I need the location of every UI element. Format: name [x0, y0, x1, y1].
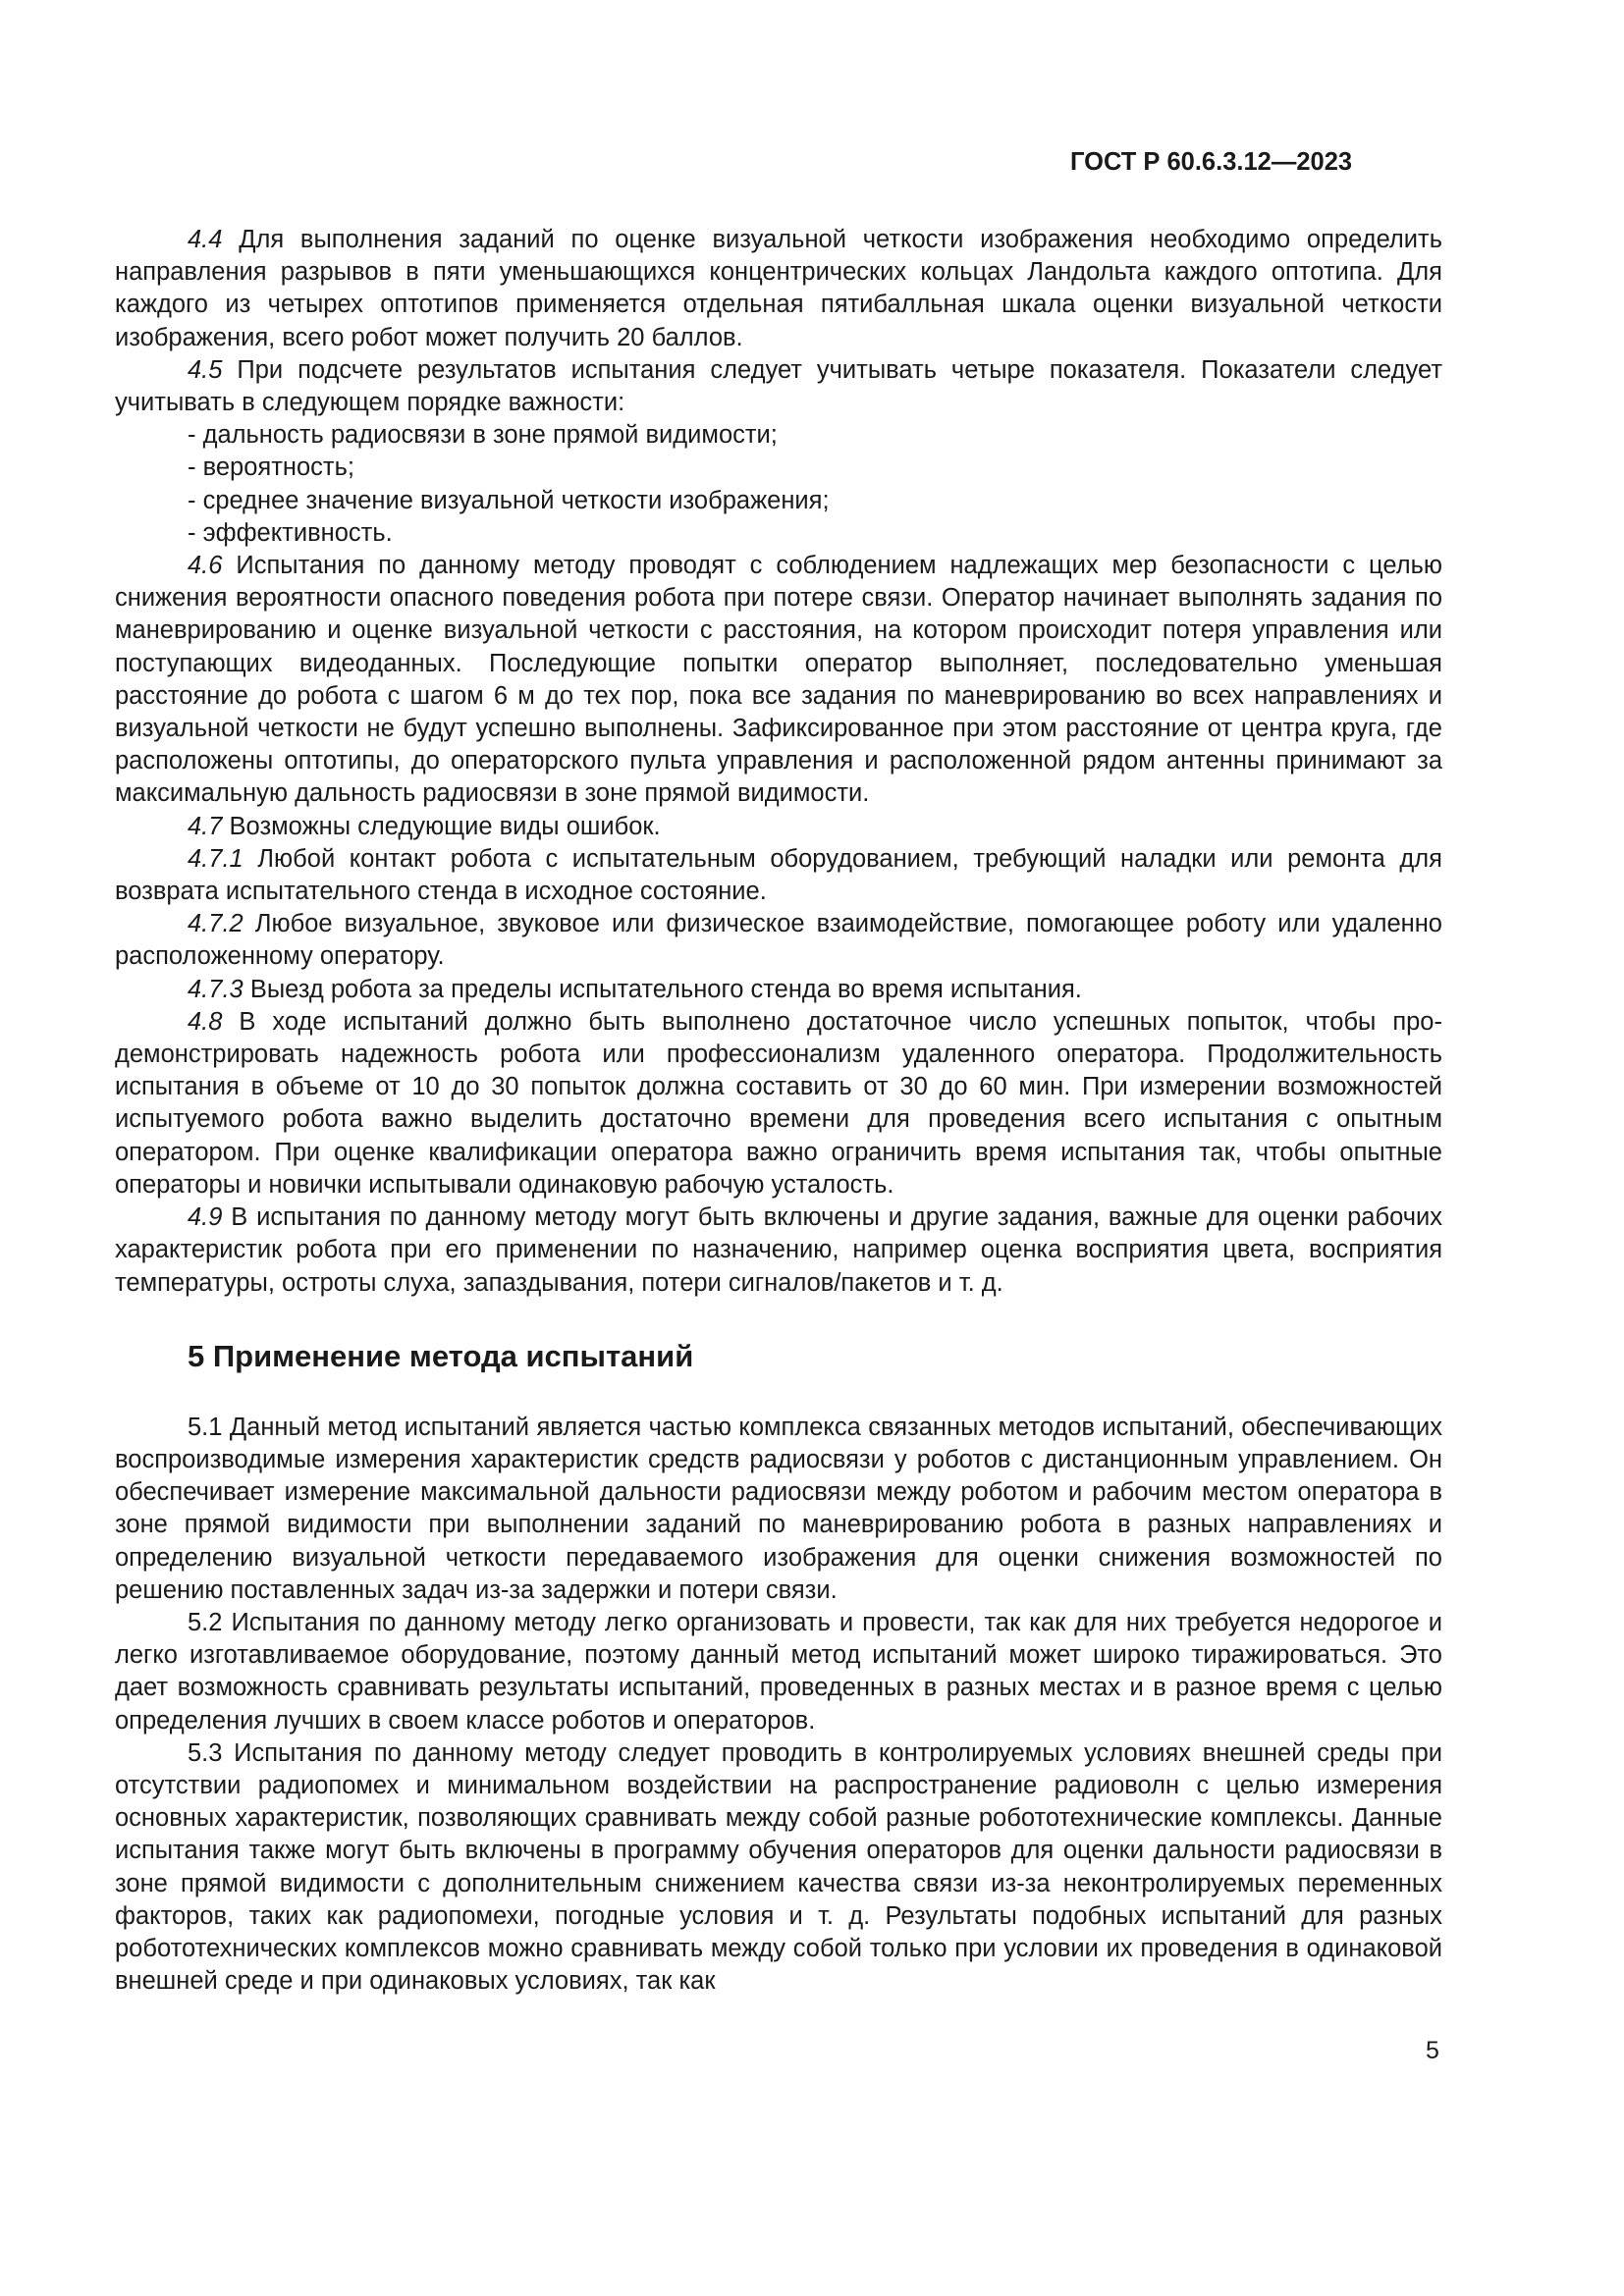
clause-number: 4.7.2: [188, 910, 244, 938]
list-item: - среднее значение визуальной четкости изображения;: [188, 486, 830, 514]
paragraph-5-1: 5.1 Данный метод испытаний является частью комплекса связанных методов испытаний, обеспечивающих воспроизводимые измерения характеристик средств радиосвязи у роботов с дистанционным управлением. Он обеспечивает измерение максимальной дальности радиосвязи между роботом и рабочим местом оператора в зоне прямой видимости при выполнении заданий по маневрированию робота в разных направлениях и определению визуальной четкости передаваемого изображения для оценки снижения возможностей по решению поставленных задач из-за задержки и потери связи.: [115, 1413, 1442, 1604]
list-item: - дальность радиосвязи в зоне прямой видимости;: [188, 421, 778, 450]
list-item: - эффективность.: [188, 518, 393, 547]
paragraph-4-7-1: [115, 843, 1442, 908]
clause-number: 4.7.1: [188, 844, 244, 873]
paragraph-4-6: [115, 550, 1442, 811]
list-item: - вероятность;: [188, 454, 354, 482]
paragraph-4-8: [115, 1006, 1442, 1201]
page-number: 5: [1426, 2037, 1439, 2064]
paragraph-5-2: 5.2 Испытания по данному методу легко организовать и провести, так как для них требуется недорогое и легко изготавливаемое оборудование, поэтому данный метод испытаний может широко тиражироваться. Это дает возможность сравнивать результаты испытаний, проведенных в разных местах и в разное время с целью определения лучших в своем классе роботов и операторов.: [115, 1608, 1442, 1735]
paragraph-text: Выезд робота за пределы испытательного стенда во время испытания.: [249, 975, 1082, 1003]
paragraph-4-5: [115, 354, 1442, 419]
paragraph-5-3: 5.3 Испытания по данному методу следует проводить в контролируемых условиях внешней среды при отсутствии радиопомех и минимальном воздействии на распространение радиоволн с целью измерения основных характеристик, позволяющих сравнивать между собой разные робототехнические комплексы. Данные испытания также могут быть включены в программу обучения операторов для оценки дальности радиосвязи в зоне прямой видимости с дополнительным снижением качества связи из-за неконтролируемых переменных факторов, таких как радиопомехи, погодные условия и т. д. Результаты подобных испытаний для разных робототехнических комплексов можно сравнивать между собой только при условии их проведения в одинаковой внешней среде и при одинаковых условиях, так как: [115, 1738, 1442, 1996]
standard-header: ГОСТ Р 60.6.3.12—2023: [1070, 148, 1353, 176]
paragraph-4-7-3: [115, 974, 1442, 1006]
paragraph-text: Любой контакт робота с испытательным оборудованием, требующий наладки или ремонта для возврата испытательного стенда в исходное состояние.: [115, 844, 1442, 906]
paragraph-text: Для выполнения заданий по оценке визуальной четкости изображения необходимо определить направления разрывов в пяти уменьшающихся концентрических кольцах Ландольта каждого оптотипа. Для каждого из четырех оптотипов применяется отдельная пятибалльная шкала оценки визуальной четкости изображения, всего робот может получить 20 баллов.: [115, 226, 1442, 351]
paragraph-text: Испытания по данному методу проводят с соблюдением надлежащих мер безопасности с целью снижения вероятности опасного поведения робота при потере связи. Оператор начинает выполнять задания по маневрированию и оценке визуальной четкости с расстояния, на котором происходит потеря управления или поступающих видеоданных. Последующие попытки оператор выполняет, последовательно уменьшая расстояние до робота с шагом 6 м до тех пор, пока все задания по маневрированию во всех направлениях и визуальной четкости не будут успешно выполнены. Зафиксированное при этом расстояние от центра круга, где расположены оптотипы, до операторского пульта управления и расположенной рядом антенны принимают за максимальную дальность радиосвязи в зоне прямой видимости.: [115, 552, 1442, 808]
paragraph-text: При подсчете результатов испытания следует учитывать четыре показателя. Показатели следует учитывать в следующем порядке важности:: [115, 355, 1443, 417]
clause-number: 4.9: [188, 1203, 223, 1232]
clause-number: 4.4: [188, 226, 223, 253]
clause-number: 4.7: [188, 812, 223, 840]
paragraph-4-9: [115, 1201, 1442, 1300]
paragraph-text: В ходе испытаний должно быть выполнено достаточное число успешных попыток, чтобы продемонстрировать надежность робота или профессионализм удаленного оператора. Продолжительность испытания в объеме от 10 до 30 попыток должна составить от 30 до 60 мин. При измерении возможностей испытуемого робота важно выделить достаточно времени для проведения всего испытания с опытным оператором. При оценке квалификации оператора важно ограничить время испытания так, чтобы опытные операторы и новички испытывали одинаковую рабочую усталость.: [115, 1007, 1442, 1199]
paragraph-text: В испытания по данному методу могут быть включены и другие задания, важные для оценки рабочих характеристик робота при его применении по назначению, например оценка восприятия цвета, восприятия температуры, остроты слуха, запаздывания, потери сигналов/пакетов и т. д.: [115, 1203, 1442, 1297]
paragraph-4-4: [115, 224, 1442, 354]
clause-number: 4.5: [188, 355, 223, 384]
paragraph-text: Возможны следующие виды ошибок.: [229, 812, 661, 840]
document-body: [115, 224, 1442, 1998]
clause-number: 4.6: [188, 552, 223, 580]
clause-number: 4.7.3: [188, 975, 244, 1003]
paragraph-4-7-2: [115, 908, 1442, 973]
section-heading: 5 Применение метода испытаний: [188, 1338, 694, 1373]
paragraph-text: Любое визуальное, звуковое или физическое взаимодействие, помогающее роботу или удаленно расположенному оператору.: [115, 910, 1442, 971]
clause-number: 4.8: [188, 1007, 223, 1036]
paragraph-4-7: [115, 811, 1442, 843]
